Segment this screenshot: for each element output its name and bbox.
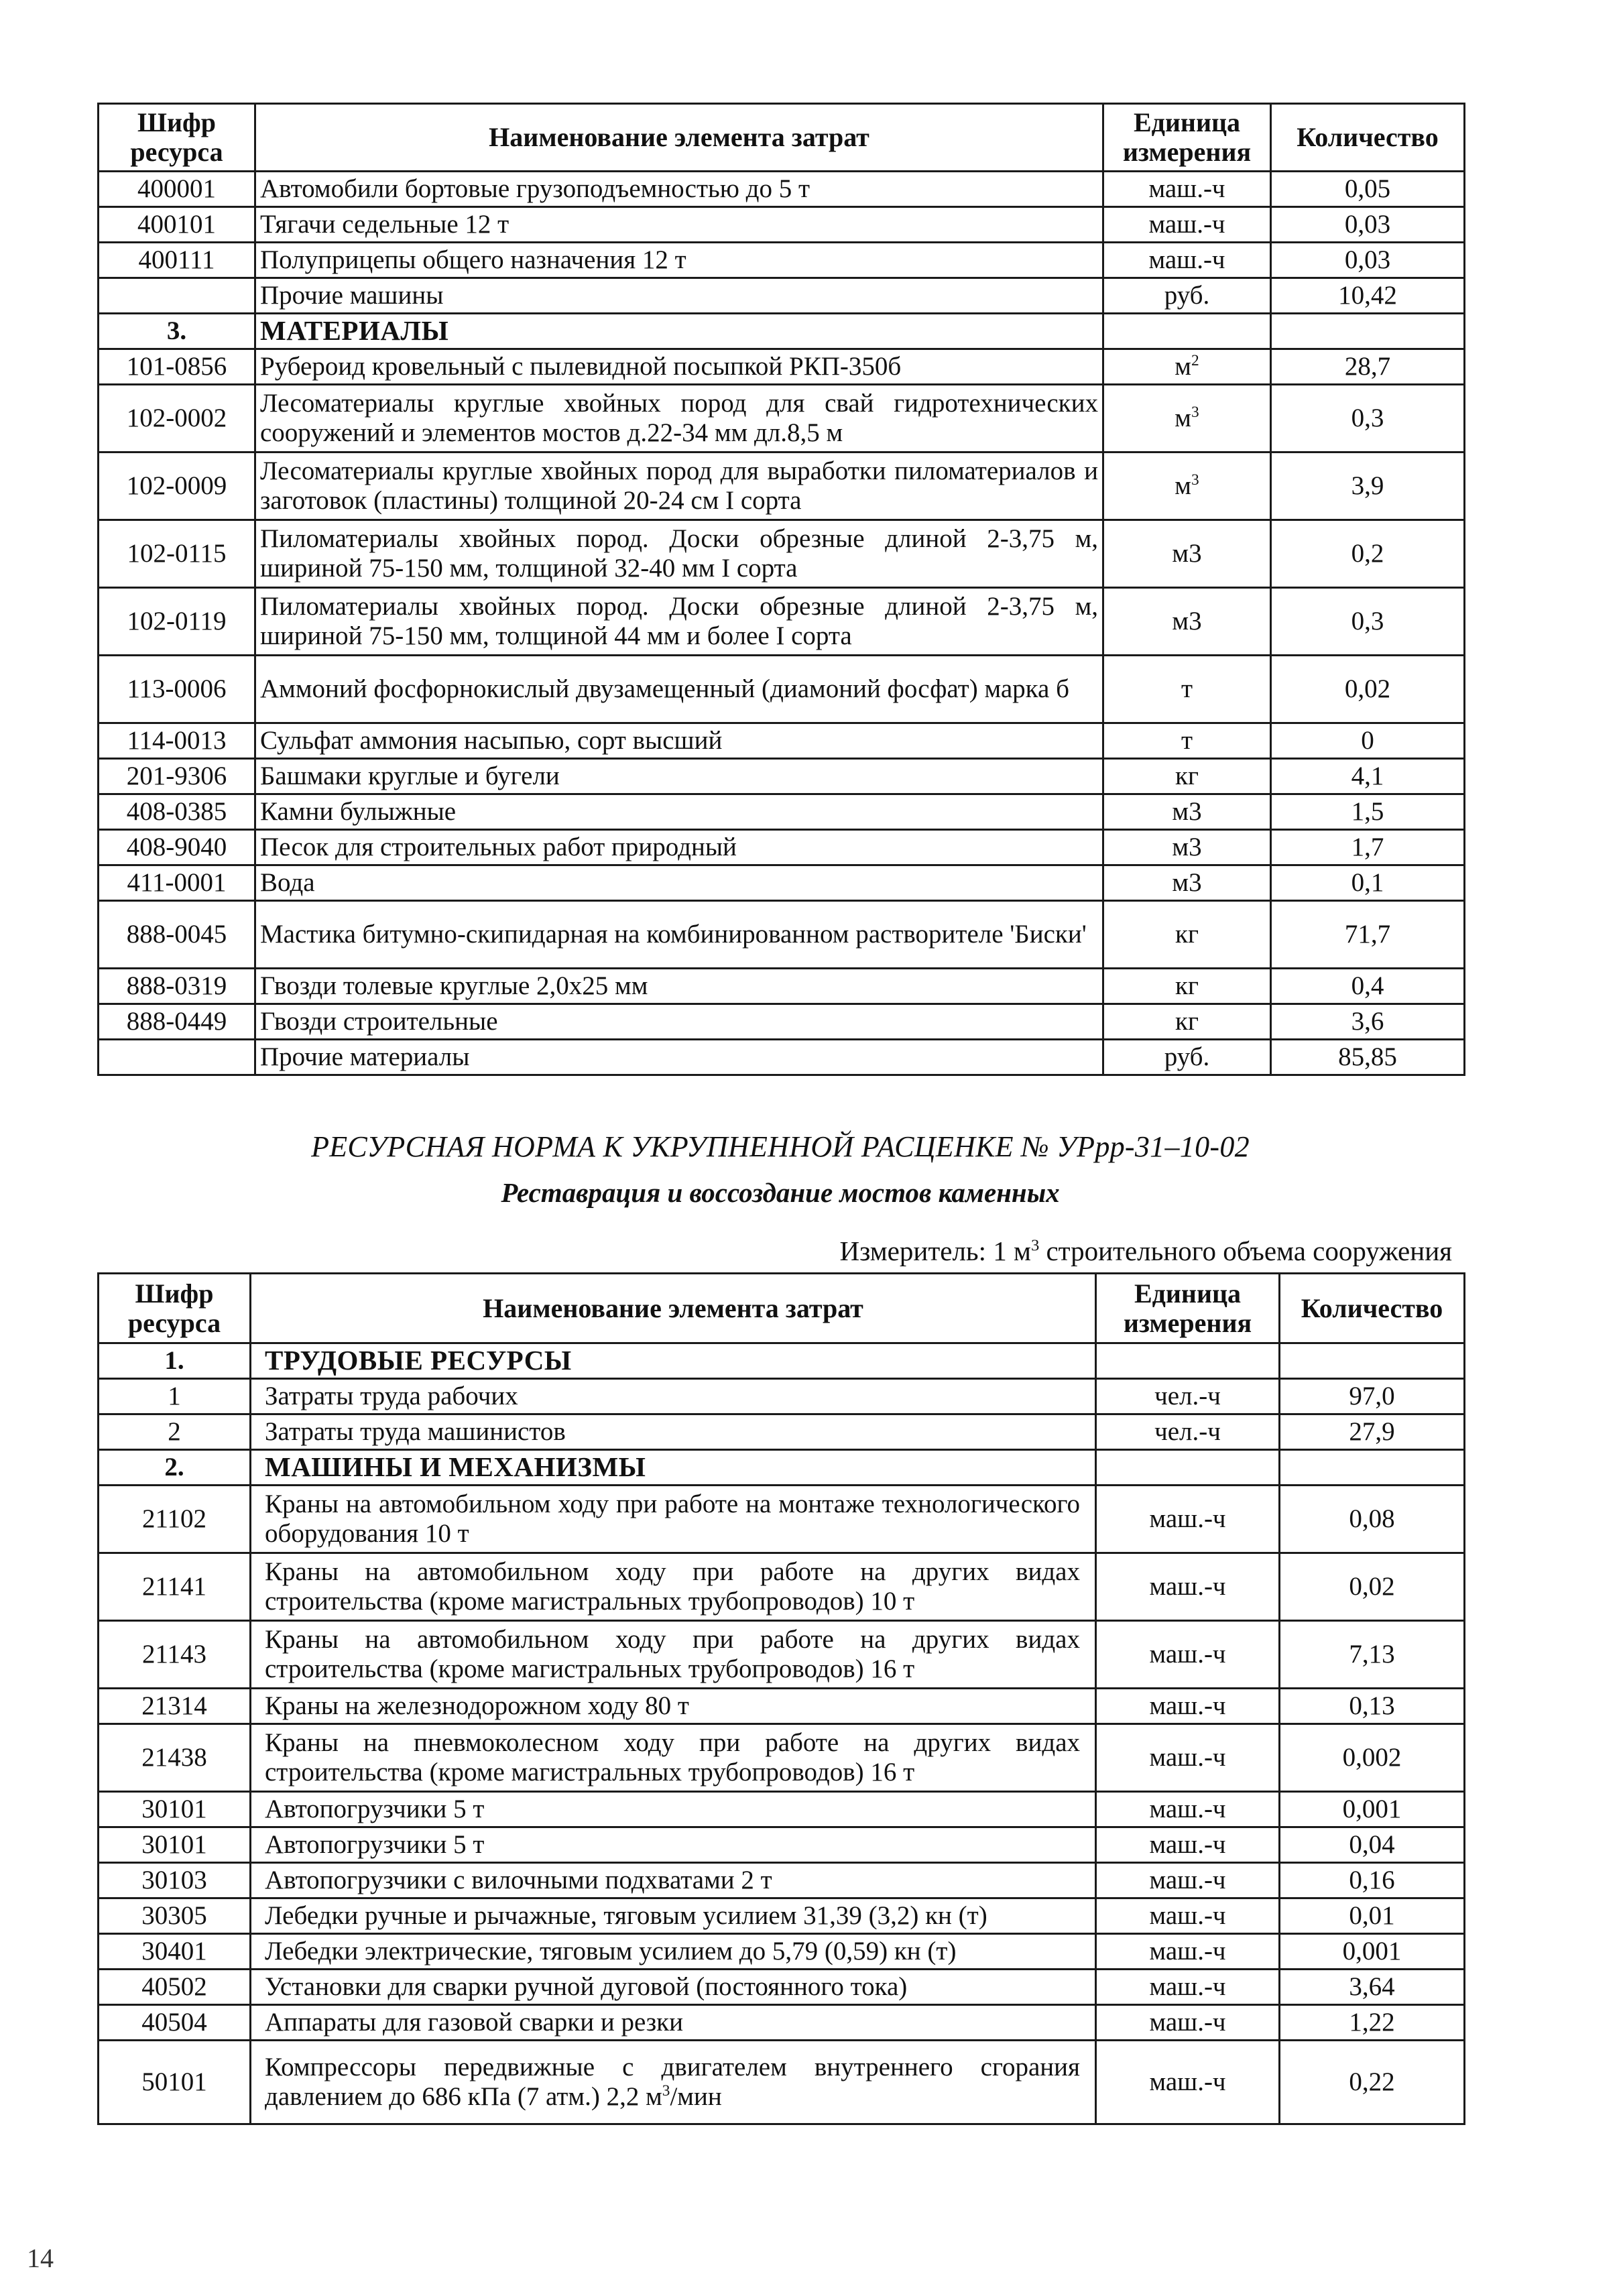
cell-unit-text: руб. xyxy=(1164,1042,1210,1072)
cell-unit-sup: 2 xyxy=(1191,352,1199,370)
cell-name-text: Установки для сварки ручной дуговой (постоянного тока) xyxy=(265,1972,908,2002)
table-row xyxy=(99,1414,1465,1450)
cell-unit-text: маш.-ч xyxy=(1149,1795,1226,1824)
table-row xyxy=(99,520,1465,588)
cell-code xyxy=(99,1040,255,1075)
table-row xyxy=(99,1004,1465,1040)
cell-unit xyxy=(1096,1621,1280,1689)
table-header-row xyxy=(99,104,1465,172)
cell-unit-text: маш.-ч xyxy=(1149,1504,1226,1534)
cell-qty: 0,2 xyxy=(1271,520,1465,588)
header-qty: Количество xyxy=(1271,104,1465,172)
cell-name xyxy=(251,1970,1096,2005)
cell-name xyxy=(255,385,1103,452)
cell-name-text: Краны на автомобильном ходу при работе на других видах строительства (кроме магистральных трубопроводов) 10 т xyxy=(265,1557,1080,1616)
cell-code: 30103 xyxy=(99,1863,251,1898)
cell-unit-sup: 3 xyxy=(1191,471,1199,489)
cell-unit xyxy=(1096,1827,1280,1863)
header-name: Наименование элемента затрат xyxy=(251,1274,1096,1343)
cell-unit xyxy=(1103,588,1271,656)
cell-qty: 3,9 xyxy=(1271,452,1465,520)
cell-name-text: Вода xyxy=(260,868,315,898)
cell-code: 201-9306 xyxy=(99,759,255,794)
cell-unit xyxy=(1103,278,1271,314)
table-row xyxy=(99,2041,1465,2124)
cell-name-text: Компрессоры передвижные с двигателем внутреннего сгорания давлением до 686 кПа (7 атм.) 2,2 м xyxy=(265,2053,1080,2111)
cell-unit-text: маш.-ч xyxy=(1149,1901,1226,1931)
table-row xyxy=(99,1553,1465,1621)
measure-unit-line xyxy=(840,1235,1452,1267)
cell-code: 408-9040 xyxy=(99,830,255,865)
table-row xyxy=(99,1863,1465,1898)
cell-unit-text: м3 xyxy=(1172,539,1202,568)
cell-unit-text: маш.-ч xyxy=(1149,1866,1226,1895)
cell-unit xyxy=(1096,1450,1280,1486)
cell-unit-text: кг xyxy=(1175,1007,1199,1036)
cell-qty: 0,08 xyxy=(1280,1486,1465,1553)
cell-unit xyxy=(1103,520,1271,588)
cell-qty: 4,1 xyxy=(1271,759,1465,794)
cell-unit-text: м3 xyxy=(1172,868,1202,898)
cell-unit-text: маш.-ч xyxy=(1148,245,1225,275)
cell-name xyxy=(255,794,1103,830)
cell-code: 21314 xyxy=(99,1689,251,1724)
table-row xyxy=(99,207,1465,243)
cell-code: 2. xyxy=(99,1450,251,1486)
cell-code: 888-0319 xyxy=(99,969,255,1004)
table-row xyxy=(99,1898,1465,1934)
cell-name xyxy=(251,2041,1096,2124)
cell-name xyxy=(251,1621,1096,1689)
cell-name xyxy=(251,1934,1096,1970)
section-title xyxy=(255,314,1103,349)
cell-unit xyxy=(1103,1004,1271,1040)
table-row xyxy=(99,1970,1465,2005)
cell-code: 1. xyxy=(99,1343,251,1379)
cell-unit xyxy=(1103,830,1271,865)
cell-name-text: Песок для строительных работ природный xyxy=(260,833,737,862)
cell-code: 102-0009 xyxy=(99,452,255,520)
cell-qty: 1,7 xyxy=(1271,830,1465,865)
cell-qty: 3,64 xyxy=(1280,1970,1465,2005)
table-row xyxy=(99,1934,1465,1970)
cell-code: 411-0001 xyxy=(99,865,255,901)
section-title xyxy=(251,1450,1096,1486)
cell-unit xyxy=(1103,969,1271,1004)
cell-qty: 0,13 xyxy=(1280,1689,1465,1724)
cell-code: 101-0856 xyxy=(99,349,255,385)
cell-unit-text: т xyxy=(1181,726,1193,756)
cell-unit-text: т xyxy=(1181,674,1193,704)
cell-unit xyxy=(1096,1863,1280,1898)
cell-qty: 0,04 xyxy=(1280,1827,1465,1863)
cell-name-text: Аммоний фосфорнокислый двузамещенный (диамоний фосфат) марка б xyxy=(260,674,1069,704)
cell-unit xyxy=(1096,1379,1280,1414)
cell-unit xyxy=(1096,1486,1280,1553)
cell-name-text: Лебедки электрические, тяговым усилием до 5,79 (0,59) кн (т) xyxy=(265,1937,957,1966)
cell-qty: 0,3 xyxy=(1271,385,1465,452)
cell-code: 21141 xyxy=(99,1553,251,1621)
cell-qty: 0,03 xyxy=(1271,243,1465,278)
cell-code: 40502 xyxy=(99,1970,251,2005)
cell-unit xyxy=(1103,243,1271,278)
cell-qty: 7,13 xyxy=(1280,1621,1465,1689)
cell-name-text: ТРУДОВЫЕ РЕСУРСЫ xyxy=(265,1345,572,1376)
cell-code: 30101 xyxy=(99,1792,251,1827)
cell-name-text: Мастика битумно-скипидарная на комбинированном растворителе 'Биски' xyxy=(260,920,1087,949)
cell-qty: 85,85 xyxy=(1271,1040,1465,1075)
cell-name-text: Автопогрузчики 5 т xyxy=(265,1830,485,1860)
cell-unit-text: м3 xyxy=(1172,797,1202,827)
cell-name xyxy=(255,969,1103,1004)
table-row xyxy=(99,901,1465,969)
cell-unit xyxy=(1096,1724,1280,1792)
cell-unit-text: маш.-ч xyxy=(1149,2067,1226,2097)
cell-name-text: Автомобили бортовые грузоподъемностью до 5 т xyxy=(260,174,810,204)
cell-name-text: Краны на пневмоколесном ходу при работе на других видах строительства (кроме магистральных трубопроводов) 16 т xyxy=(265,1728,1080,1787)
cell-name-text: Прочие материалы xyxy=(260,1042,470,1072)
cell-name xyxy=(251,1724,1096,1792)
cell-name-text: Аппараты для газовой сварки и резки xyxy=(265,2008,683,2037)
table-row xyxy=(99,385,1465,452)
cell-name-text: Затраты труда рабочих xyxy=(265,1382,518,1411)
cell-unit xyxy=(1103,385,1271,452)
cell-name-text: Пиломатериалы хвойных пород. Доски обрезные длиной 2-3,75 м, шириной 75-150 мм, толщиной 44 мм и более I сорта xyxy=(260,592,1098,650)
table-row xyxy=(99,865,1465,901)
cell-name-suffix: /мин xyxy=(670,2082,722,2111)
header-code: Шифр ресурса xyxy=(99,1274,251,1343)
cell-code: 21143 xyxy=(99,1621,251,1689)
cell-qty: 0,001 xyxy=(1280,1934,1465,1970)
cell-code: 408-0385 xyxy=(99,794,255,830)
cell-name-text: Краны на автомобильном ходу при работе на других видах строительства (кроме магистральных трубопроводов) 16 т xyxy=(265,1625,1080,1683)
cell-unit xyxy=(1096,1689,1280,1724)
measure-sup: 3 xyxy=(1030,1236,1040,1255)
cell-name-text: Лесоматериалы круглые хвойных пород для свай гидротехнических сооружений и элементов мостов д.22-34 мм дл.8,5 м xyxy=(260,389,1098,447)
cell-name-text: Краны на автомобильном ходу при работе на монтаже технологического оборудования 10 т xyxy=(265,1490,1080,1548)
cell-name xyxy=(251,1792,1096,1827)
cell-unit-text: маш.-ч xyxy=(1149,1972,1226,2002)
cell-unit-text: руб. xyxy=(1164,281,1210,310)
table-row xyxy=(99,452,1465,520)
cell-name xyxy=(255,207,1103,243)
cell-unit-text: маш.-ч xyxy=(1149,1691,1226,1721)
cell-code: 102-0119 xyxy=(99,588,255,656)
table-row xyxy=(99,1827,1465,1863)
header-unit: Единица измерения xyxy=(1103,104,1271,172)
cell-name xyxy=(251,1553,1096,1621)
cell-qty: 71,7 xyxy=(1271,901,1465,969)
cell-name xyxy=(255,172,1103,207)
cell-qty: 0,002 xyxy=(1280,1724,1465,1792)
cell-qty: 3,6 xyxy=(1271,1004,1465,1040)
cell-unit-text: м3 xyxy=(1172,833,1202,862)
cell-name xyxy=(255,1040,1103,1075)
cell-qty: 0,02 xyxy=(1271,656,1465,723)
cell-qty: 27,9 xyxy=(1280,1414,1465,1450)
table-row xyxy=(99,2005,1465,2041)
cell-name-text: Гвозди строительные xyxy=(260,1007,498,1036)
cell-name-text: Лесоматериалы круглые хвойных пород для выработки пиломатериалов и заготовок (пластины) толщиной 20-24 см I сорта xyxy=(260,457,1098,515)
cell-name xyxy=(255,520,1103,588)
table-row xyxy=(99,830,1465,865)
cell-name xyxy=(251,1827,1096,1863)
cell-code: 400111 xyxy=(99,243,255,278)
cell-code: 40504 xyxy=(99,2005,251,2041)
cell-name-text: Автопогрузчики с вилочными подхватами 2 т xyxy=(265,1866,772,1895)
cell-unit xyxy=(1096,1792,1280,1827)
measure-suffix: строительного объема сооружения xyxy=(1039,1235,1452,1266)
cell-name xyxy=(251,1863,1096,1898)
cell-name xyxy=(255,1004,1103,1040)
cell-unit-text: маш.-ч xyxy=(1148,174,1225,204)
cell-unit-text: м xyxy=(1175,404,1191,433)
cell-unit-text: маш.-ч xyxy=(1149,1937,1226,1966)
cell-unit xyxy=(1103,314,1271,349)
cell-name xyxy=(255,830,1103,865)
table-row xyxy=(99,969,1465,1004)
cell-unit xyxy=(1103,1040,1271,1075)
cell-name-text: Башмаки круглые и бугели xyxy=(260,762,560,791)
header-qty: Количество xyxy=(1280,1274,1465,1343)
cell-qty: 1,5 xyxy=(1271,794,1465,830)
cell-qty: 0 xyxy=(1271,723,1465,759)
table-row xyxy=(99,349,1465,385)
cell-unit xyxy=(1103,452,1271,520)
cell-unit-text: м xyxy=(1175,471,1191,501)
cell-code: 30305 xyxy=(99,1898,251,1934)
cell-name-text: МАШИНЫ И МЕХАНИЗМЫ xyxy=(265,1451,646,1483)
table-row xyxy=(99,723,1465,759)
section-row xyxy=(99,314,1465,349)
cell-unit xyxy=(1103,656,1271,723)
cell-qty: 28,7 xyxy=(1271,349,1465,385)
cell-qty xyxy=(1280,1450,1465,1486)
cell-code: 30101 xyxy=(99,1827,251,1863)
table-header-row xyxy=(99,1274,1465,1343)
section-row xyxy=(99,1450,1465,1486)
table-row xyxy=(99,1792,1465,1827)
cell-unit xyxy=(1096,1934,1280,1970)
cell-unit xyxy=(1096,1970,1280,2005)
cell-unit-text: маш.-ч xyxy=(1149,1572,1226,1602)
cell-name-text: Камни булыжные xyxy=(260,797,457,827)
cell-code: 1 xyxy=(99,1379,251,1414)
cell-qty: 1,22 xyxy=(1280,2005,1465,2041)
cell-unit-text: кг xyxy=(1175,762,1199,791)
page-number: 14 xyxy=(27,2243,54,2273)
cell-name-text: Прочие машины xyxy=(260,281,444,310)
cell-unit-text: м xyxy=(1175,352,1191,381)
cell-qty: 0,001 xyxy=(1280,1792,1465,1827)
cell-unit-text: кг xyxy=(1175,920,1199,949)
cell-unit xyxy=(1103,172,1271,207)
cell-name-text: Полуприцепы общего назначения 12 т xyxy=(260,245,686,275)
cell-unit xyxy=(1103,349,1271,385)
resource-norm-table xyxy=(97,1272,1465,2125)
cell-name-text: Рубероид кровельный с пылевидной посыпкой РКП-350б xyxy=(260,352,902,381)
cell-name xyxy=(255,452,1103,520)
table-row xyxy=(99,1040,1465,1075)
section-title xyxy=(251,1343,1096,1379)
cell-unit xyxy=(1096,1343,1280,1379)
cell-qty: 0,1 xyxy=(1271,865,1465,901)
cell-code: 400001 xyxy=(99,172,255,207)
cell-code: 3. xyxy=(99,314,255,349)
cell-name xyxy=(251,1414,1096,1450)
cell-name-text: Тягачи седельные 12 т xyxy=(260,210,509,239)
cell-name-text: Затраты труда машинистов xyxy=(265,1417,566,1447)
cell-qty: 0,4 xyxy=(1271,969,1465,1004)
cell-code: 21102 xyxy=(99,1486,251,1553)
cell-name xyxy=(255,243,1103,278)
norm-title: РЕСУРСНАЯ НОРМА К УКРУПНЕННОЙ РАСЦЕНКЕ № УРрр-31–10-02 xyxy=(311,1130,1250,1163)
cell-code: 102-0002 xyxy=(99,385,255,452)
cell-unit-text: м3 xyxy=(1172,607,1202,636)
cell-unit xyxy=(1103,901,1271,969)
cell-code: 102-0115 xyxy=(99,520,255,588)
cell-code: 21438 xyxy=(99,1724,251,1792)
cell-qty: 0,3 xyxy=(1271,588,1465,656)
cell-name xyxy=(255,723,1103,759)
table-row xyxy=(99,1689,1465,1724)
cell-code: 114-0013 xyxy=(99,723,255,759)
cell-qty: 97,0 xyxy=(1280,1379,1465,1414)
cell-unit xyxy=(1096,1898,1280,1934)
cell-name-text: Сульфат аммония насыпью, сорт высший xyxy=(260,726,723,756)
cell-qty: 0,22 xyxy=(1280,2041,1465,2124)
cell-unit-text: маш.-ч xyxy=(1149,1640,1226,1669)
cell-unit-text: чел.-ч xyxy=(1154,1382,1221,1411)
cell-unit-text: маш.-ч xyxy=(1149,1743,1226,1772)
cell-qty: 0,03 xyxy=(1271,207,1465,243)
cell-code: 888-0449 xyxy=(99,1004,255,1040)
cell-unit xyxy=(1103,865,1271,901)
cell-unit-text: чел.-ч xyxy=(1154,1417,1221,1447)
table-row xyxy=(99,588,1465,656)
cell-code: 50101 xyxy=(99,2041,251,2124)
section-row xyxy=(99,1343,1465,1379)
cell-unit xyxy=(1103,759,1271,794)
cell-name-text: МАТЕРИАЛЫ xyxy=(260,315,449,347)
table-row xyxy=(99,1621,1465,1689)
cell-unit xyxy=(1096,1553,1280,1621)
cell-unit xyxy=(1103,207,1271,243)
cell-unit-text: маш.-ч xyxy=(1149,2008,1226,2037)
cell-code: 30401 xyxy=(99,1934,251,1970)
cell-name xyxy=(251,2005,1096,2041)
cell-qty: 10,42 xyxy=(1271,278,1465,314)
cell-name xyxy=(255,759,1103,794)
cell-code xyxy=(99,278,255,314)
cell-name xyxy=(251,1689,1096,1724)
table-row xyxy=(99,1379,1465,1414)
cell-name-text: Пиломатериалы хвойных пород. Доски обрезные длиной 2-3,75 м, шириной 75-150 мм, толщиной 32-40 мм I сорта xyxy=(260,524,1098,583)
cell-name xyxy=(255,278,1103,314)
cell-code: 113-0006 xyxy=(99,656,255,723)
cell-unit-text: маш.-ч xyxy=(1148,210,1225,239)
cell-qty: 0,16 xyxy=(1280,1863,1465,1898)
cell-unit xyxy=(1096,1414,1280,1450)
table-row xyxy=(99,759,1465,794)
cell-name xyxy=(255,349,1103,385)
cell-name-sup: 3 xyxy=(662,2082,670,2100)
header-name: Наименование элемента затрат xyxy=(255,104,1103,172)
header-unit: Единица измерения xyxy=(1096,1274,1280,1343)
cell-unit-sup: 3 xyxy=(1191,404,1199,422)
norm-subtitle: Реставрация и воссоздание мостов каменных xyxy=(501,1177,1060,1208)
cell-name xyxy=(255,901,1103,969)
cell-qty xyxy=(1271,314,1465,349)
table-row xyxy=(99,278,1465,314)
cell-unit xyxy=(1096,2005,1280,2041)
table-row xyxy=(99,172,1465,207)
table-row xyxy=(99,1724,1465,1792)
cell-name xyxy=(251,1486,1096,1553)
table-row xyxy=(99,656,1465,723)
header-code: Шифр ресурса xyxy=(99,104,255,172)
cell-name xyxy=(251,1379,1096,1414)
cell-qty: 0,05 xyxy=(1271,172,1465,207)
cell-name xyxy=(255,865,1103,901)
cell-code: 888-0045 xyxy=(99,901,255,969)
cell-code: 2 xyxy=(99,1414,251,1450)
cell-qty xyxy=(1280,1343,1465,1379)
cell-name-text: Гвозди толевые круглые 2,0х25 мм xyxy=(260,971,648,1001)
cell-unit xyxy=(1103,723,1271,759)
resource-table-continued xyxy=(97,103,1465,1076)
cell-name xyxy=(255,656,1103,723)
cell-unit xyxy=(1096,2041,1280,2124)
cell-unit-text: кг xyxy=(1175,971,1199,1001)
table-row xyxy=(99,243,1465,278)
cell-name-text: Краны на железнодорожном ходу 80 т xyxy=(265,1691,689,1721)
cell-name-text: Лебедки ручные и рычажные, тяговым усилием 31,39 (3,2) кн (т) xyxy=(265,1901,987,1931)
cell-name xyxy=(255,588,1103,656)
table-row xyxy=(99,794,1465,830)
cell-qty: 0,02 xyxy=(1280,1553,1465,1621)
cell-name xyxy=(251,1898,1096,1934)
cell-name-text: Автопогрузчики 5 т xyxy=(265,1795,485,1824)
measure-prefix: Измеритель: 1 м xyxy=(839,1235,1031,1266)
table-row xyxy=(99,1486,1465,1553)
cell-qty: 0,01 xyxy=(1280,1898,1465,1934)
cell-unit xyxy=(1103,794,1271,830)
cell-unit-text: маш.-ч xyxy=(1149,1830,1226,1860)
cell-code: 400101 xyxy=(99,207,255,243)
